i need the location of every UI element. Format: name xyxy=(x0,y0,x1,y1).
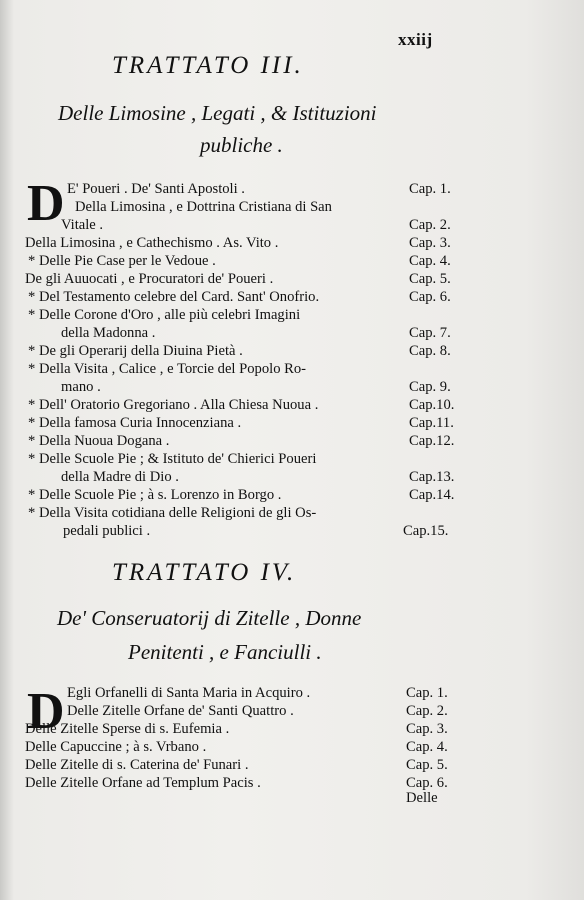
toc-entry xyxy=(25,468,470,487)
entry-title: mano . xyxy=(61,379,101,395)
entry-title: Delle Zitelle Sperse di s. Eufemia . xyxy=(25,721,230,737)
catchword: Delle xyxy=(406,790,438,806)
toc-entry xyxy=(25,684,470,703)
entry-title: Vitale . xyxy=(61,217,104,233)
entry-title: * Della famosa Curia Innocenziana . xyxy=(28,415,242,431)
toc-entry xyxy=(25,522,470,541)
entry-title: * Delle Corone d'Oro , alle più celebri Imagini xyxy=(28,307,301,323)
entry-chapter: Cap. 1. xyxy=(409,181,451,197)
entry-title: Della Limosina , e Cathechismo . As. Vito . xyxy=(25,235,279,251)
entry-title: * Della Visita cotidiana delle Religioni de gli Os- xyxy=(28,505,317,521)
entry-chapter: Cap. 8. xyxy=(409,343,451,359)
entry-title: Egli Orfanelli di Santa Maria in Acquiro . xyxy=(67,685,311,701)
entry-title: * Delle Scuole Pie ; & Istituto de' Chierici Poueri xyxy=(28,451,317,467)
toc-entry xyxy=(25,774,470,793)
entry-title: De gli Auuocati , e Procuratori de' Poueri . xyxy=(25,271,274,287)
toc-entry xyxy=(25,504,470,523)
toc-entry xyxy=(25,378,470,397)
entry-title: Delle Zitelle Orfane ad Templum Pacis . xyxy=(25,775,261,791)
entry-title: della Madre di Dio . xyxy=(61,469,179,485)
toc-entry xyxy=(25,486,470,505)
toc-entry xyxy=(25,342,470,361)
section-3-subtitle-line-1: Delle Limosine , Legati , & Istituzioni xyxy=(58,101,377,125)
entry-title: * Della Visita , Calice , e Torcie del Popolo Ro- xyxy=(28,361,307,377)
toc-entry xyxy=(25,432,470,451)
entry-chapter: Cap.10. xyxy=(409,397,455,413)
entry-chapter: Cap.11. xyxy=(409,415,454,431)
entry-title: * De gli Operarij della Diuina Pietà . xyxy=(28,343,243,359)
entry-chapter: Cap. 6. xyxy=(406,775,448,791)
toc-entry xyxy=(25,252,470,271)
toc-entry xyxy=(25,180,470,199)
entry-chapter: Cap. 4. xyxy=(406,739,448,755)
toc-entry xyxy=(25,198,470,217)
toc-entry xyxy=(25,234,470,253)
entry-title: della Madonna . xyxy=(61,325,156,341)
entry-title: Delle Zitelle di s. Caterina de' Funari . xyxy=(25,757,249,773)
entry-chapter: Cap.14. xyxy=(409,487,455,503)
toc-entry xyxy=(25,414,470,433)
toc-entry xyxy=(25,396,470,415)
entry-chapter: Cap. 2. xyxy=(409,217,451,233)
entry-chapter: Cap. 6. xyxy=(409,289,451,305)
entry-chapter: Cap.12. xyxy=(409,433,455,449)
entry-chapter: Cap.15. xyxy=(403,523,449,539)
toc-entry xyxy=(25,756,470,775)
entry-title: E' Poueri . De' Santi Apostoli . xyxy=(67,181,245,197)
toc-entry xyxy=(25,450,470,469)
toc-entry xyxy=(25,720,470,739)
section-3-drop-cap: D xyxy=(27,175,65,232)
toc-entry xyxy=(25,738,470,757)
entry-title: * Delle Scuole Pie ; à s. Lorenzo in Borgo . xyxy=(28,487,282,503)
toc-entry xyxy=(25,360,470,379)
entry-chapter: Cap. 2. xyxy=(406,703,448,719)
section-4-heading: TRATTATO IV. xyxy=(112,559,297,586)
entry-title: * Dell' Oratorio Gregoriano . Alla Chiesa Nuoua . xyxy=(28,397,319,413)
entry-chapter: Cap. 3. xyxy=(409,235,451,251)
entry-chapter: Cap. 5. xyxy=(406,757,448,773)
entry-title: * Della Nuoua Dogana . xyxy=(28,433,170,449)
section-3-subtitle-line-2: publiche . xyxy=(200,133,283,157)
page-folio: xxiij xyxy=(398,30,433,49)
entry-title: Delle Zitelle Orfane de' Santi Quattro . xyxy=(67,703,294,719)
entry-chapter: Cap. 3. xyxy=(406,721,448,737)
entry-title: * Delle Pie Case per le Vedoue . xyxy=(28,253,216,269)
toc-entry xyxy=(25,324,470,343)
section-3-heading: TRATTATO III. xyxy=(112,52,304,79)
entry-chapter: Cap. 5. xyxy=(409,271,451,287)
toc-entry xyxy=(25,288,470,307)
entry-title: * Del Testamento celebre del Card. Sant' Onofrio. xyxy=(28,289,320,305)
entry-title: Delle Capuccine ; à s. Vrbano . xyxy=(25,739,207,755)
entry-chapter: Cap.13. xyxy=(409,469,455,485)
section-4-subtitle-line-2: Penitenti , e Fanciulli . xyxy=(128,640,322,664)
toc-entry xyxy=(25,270,470,289)
toc-entry xyxy=(25,216,470,235)
section-4-subtitle-line-1: De' Conseruatorij di Zitelle , Donne xyxy=(57,606,362,630)
entry-title: pedali publici . xyxy=(63,523,151,539)
entry-chapter: Cap. 7. xyxy=(409,325,451,341)
section-4-drop-cap: D xyxy=(27,683,65,740)
entry-chapter: Cap. 1. xyxy=(406,685,448,701)
entry-chapter: Cap. 9. xyxy=(409,379,451,395)
entry-title: Della Limosina , e Dottrina Cristiana di San xyxy=(75,199,332,215)
toc-entry xyxy=(25,702,470,721)
entry-chapter: Cap. 4. xyxy=(409,253,451,269)
toc-entry xyxy=(25,306,470,325)
